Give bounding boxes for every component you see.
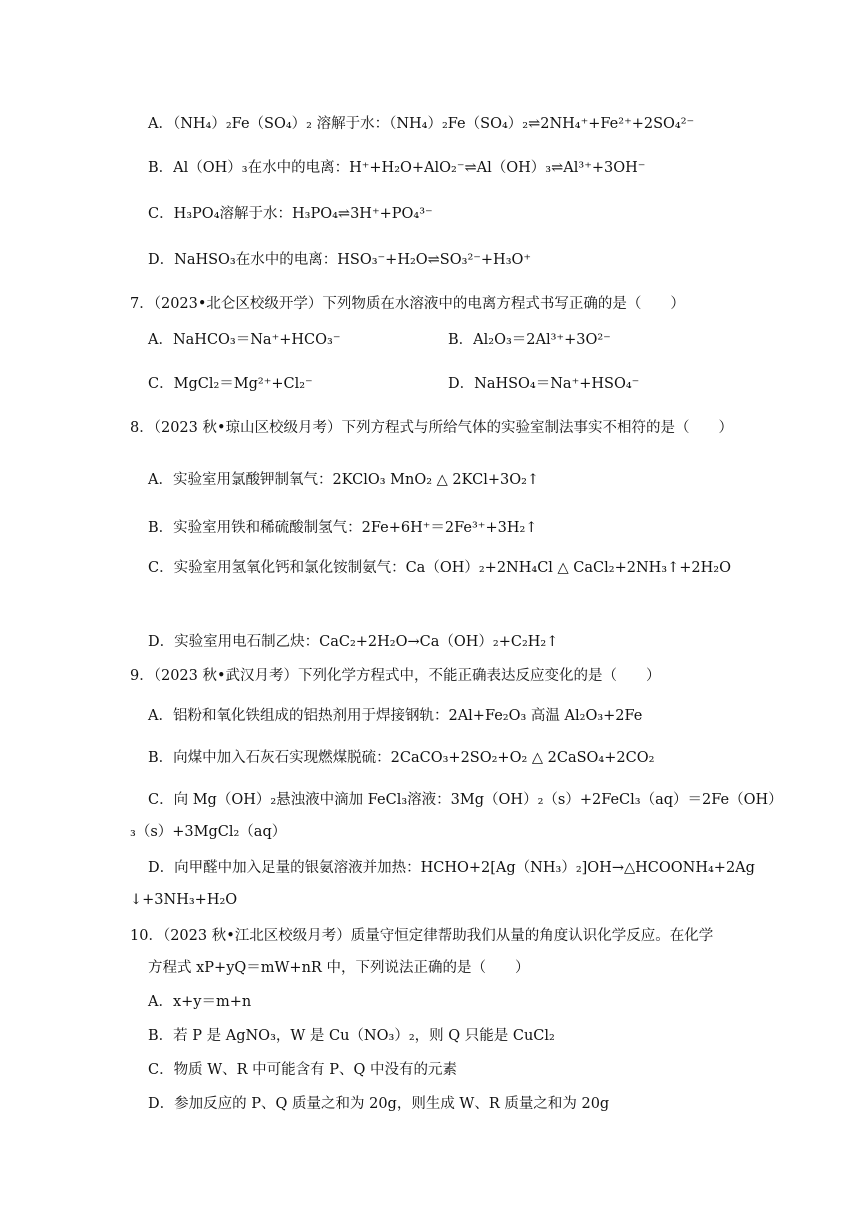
q7-option-b: B．Al₂O₃＝2Al³⁺+3O²⁻ [448, 332, 611, 348]
q10-option-d: D．参加反应的 P、Q 质量之和为 20g，则生成 W、R 质量之和为 20g [148, 1096, 610, 1112]
q9-option-c-line1: C．向 Mg（OH）₂悬浊液中滴加 FeCl₃溶液：3Mg（OH）₂（s）+2FeCl₃（aq）＝2Fe（OH） [148, 792, 783, 808]
q7-option-a: A．NaHCO₃＝Na⁺+HCO₃⁻ [148, 332, 341, 348]
q9-option-b: B．向煤中加入石灰石实现燃煤脱硫：2CaCO₃+2SO₂+O₂ △ 2CaSO₄+2CO₂ [148, 750, 655, 766]
q6-option-d: D．NaHSO₃在水中的电离：HSO₃⁻+H₂O⇌SO₃²⁻+H₃O⁺ [148, 252, 532, 268]
q9-stem: 9．（2023 秋•武汉月考）下列化学方程式中，不能正确表达反应变化的是（ ） [130, 668, 661, 684]
q10-option-a: A．x+y＝m+n [148, 994, 252, 1010]
q7-option-c: C．MgCl₂＝Mg²⁺+Cl₂⁻ [148, 376, 313, 392]
q9-option-c-line2: ₃（s）+3MgCl₂（aq） [130, 824, 287, 840]
q10-option-b: B．若 P 是 AgNO₃，W 是 Cu（NO₃）₂，则 Q 只能是 CuCl₂ [148, 1028, 555, 1044]
q6-option-a: A．（NH₄）₂Fe（SO₄）₂ 溶解于水：（NH₄）₂Fe（SO₄）₂⇌2NH₄⁺+Fe²⁺+2SO₄²⁻ [148, 116, 695, 132]
q9-option-d-line2: ↓+3NH₃+H₂O [130, 892, 238, 908]
q10-stem-line1: 10．（2023 秋•江北区校级月考）质量守恒定律帮助我们从量的角度认识化学反应。在化学 [130, 928, 714, 944]
q7-option-d: D．NaHSO₄＝Na⁺+HSO₄⁻ [448, 376, 640, 392]
q8-option-b: B．实验室用铁和稀硫酸制氢气：2Fe+6H⁺＝2Fe³⁺+3H₂↑ [148, 520, 538, 536]
q7-stem: 7．（2023•北仑区校级开学）下列物质在水溶液中的电离方程式书写正确的是（ ） [130, 296, 685, 312]
q6-option-c: C．H₃PO₄溶解于水：H₃PO₄⇌3H⁺+PO₄³⁻ [148, 206, 433, 222]
q8-stem: 8．（2023 秋•琼山区校级月考）下列方程式与所给气体的实验室制法事实不相符的是（ ） [130, 420, 734, 436]
q8-option-a: A．实验室用氯酸钾制氧气：2KClO₃ MnO₂ △ 2KCl+3O₂↑ [148, 472, 540, 488]
q6-option-b: B．Al（OH）₃在水中的电离：H⁺+H₂O+AlO₂⁻⇌Al（OH）₃⇌Al³⁺+3OH⁻ [148, 160, 646, 176]
q10-stem-line2: 方程式 xP+yQ＝mW+nR 中，下列说法正确的是（ ） [148, 960, 530, 976]
q8-option-c: C．实验室用氢氧化钙和氯化铵制氨气：Ca（OH）₂+2NH₄Cl △ CaCl₂+2NH₃↑+2H₂O [148, 560, 731, 576]
q8-option-d: D．实验室用电石制乙炔：CaC₂+2H₂O→Ca（OH）₂+C₂H₂↑ [148, 634, 559, 650]
q9-option-a: A．铝粉和氧化铁组成的铝热剂用于焊接钢轨：2Al+Fe₂O₃ 高温 Al₂O₃+2Fe [148, 708, 643, 724]
q9-option-d-line1: D．向甲醛中加入足量的银氨溶液并加热：HCHO+2[Ag（NH₃）₂]OH→△HCOONH₄+2Ag [148, 860, 755, 876]
q10-option-c: C．物质 W、R 中可能含有 P、Q 中没有的元素 [148, 1062, 457, 1078]
